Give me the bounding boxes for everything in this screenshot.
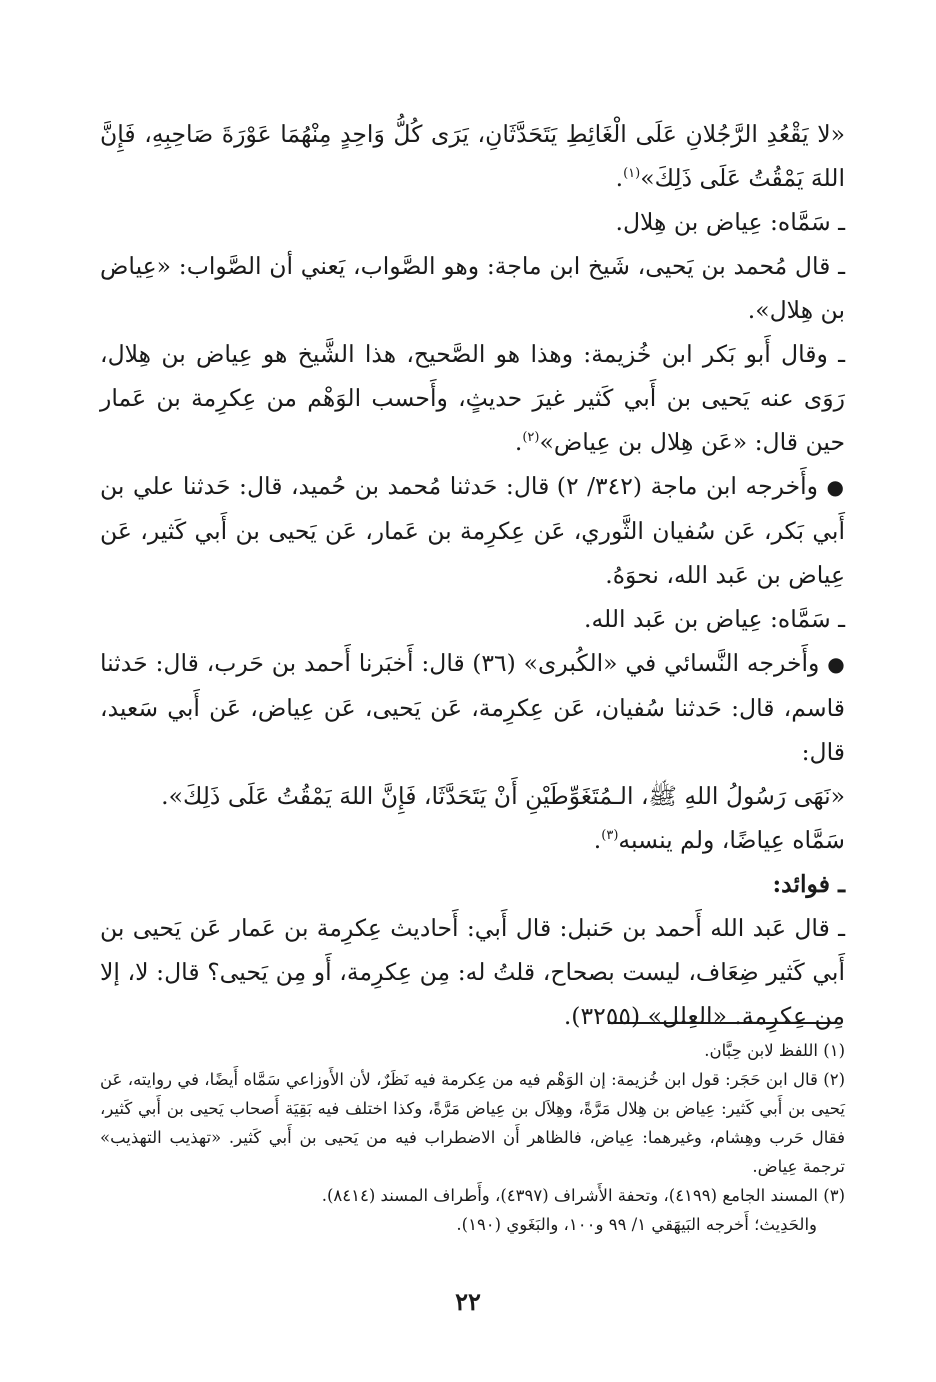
section-heading: ـ فوائد:: [772, 870, 845, 898]
paragraph: [100, 818, 845, 862]
paragraph: [100, 641, 845, 774]
paragraph-text: ـ وقال أَبو بَكر ابن خُزيمة: وهذا هو الصَّحيح، هذا الشَّيخ هو عِياض بن هِلال، رَوَى عنه يَحيى بن أَبي كَثير غيرَ حديثٍ، وأَحسب الوَهْم من عِكرِمة بن عَمار حين قال: «عَن هِلال بن عِياض»: [100, 340, 845, 456]
footnotes: [100, 1036, 845, 1239]
footnote-text: اللفظ لابن حِبَّان.: [704, 1041, 818, 1060]
footnote-text: المسند الجامع (٤١٩٩)، وتحفة الأَشراف (٤٣٩٧)، وأَطراف المسند (٨٤١٤).: [321, 1186, 818, 1205]
footnote: [100, 1210, 845, 1239]
footnote: [100, 1181, 845, 1210]
footnote-number: (٢): [823, 1070, 845, 1089]
page-number: ٢٢: [455, 1287, 481, 1316]
footnote-number: (٣): [823, 1186, 845, 1205]
paragraph: ـ سَمَّاه: عِياض بن عَبد الله.: [583, 605, 845, 633]
body-text: [100, 112, 845, 1038]
paragraph: ـ قال مُحمد بن يَحيى، شَيخ ابن ماجة: وهو الصَّواب، يَعني أن الصَّواب: «عِياض بن هِلال».: [100, 252, 845, 324]
paragraph: ـ سَمَّاه: عِياض بن هِلال.: [615, 208, 845, 236]
bullet-icon: ●: [826, 475, 846, 499]
punctuation: .: [615, 164, 624, 192]
bullet-icon: ●: [827, 652, 845, 676]
footnote-divider: [608, 1022, 836, 1024]
main-text: [100, 112, 845, 1038]
punctuation: .: [514, 428, 523, 456]
punctuation: .: [593, 826, 602, 854]
footnote-text: والحَدِيث؛ أَخرجه البَيهَقي ١/ ٩٩ و١٠٠، والبَغَوي (١٩٠).: [456, 1215, 817, 1234]
paragraph-text: سَمَّاه عِياضًا، ولم ينسبه: [618, 826, 845, 854]
footnote-ref[interactable]: (٣): [601, 828, 619, 844]
hadith-quote: «نَهَى رَسُولُ اللهِ ﷺ، الـمُتَغَوِّطَيْنِ أَنْ يَتَحَدَّثَا، فَإِنَّ اللهَ يَمْقُتُ عَلَى ذَلِكَ».: [161, 782, 845, 810]
paragraph-text: وأَخرجه النَّسائي في «الكُبرى» (٣٦) قال: أَخبَرنا أَحمد بن حَرب، قال: حَدثنا قاسم، قال: حَدثنا سُفيان، عَن عِكرِمة، عَن يَحيى، عَن عِياض، عَن أَبي سَعيد، قال:: [100, 649, 845, 766]
footnote: [100, 1065, 845, 1181]
hadith-quote: [100, 112, 845, 200]
hadith-text: «لا يَقْعُدِ الرَّجُلانِ عَلَى الْغَائِطِ يَتَحَدَّثَانِ، يَرَى كُلُّ وَاحِدٍ مِنْهُمَا عَوْرَةَ صَاحِبِهِ، فَإِنَّ اللهَ يَمْقُتُ عَلَى ذَلِكَ»: [100, 120, 845, 192]
footnote-number: (١): [823, 1041, 845, 1060]
paragraph: [100, 464, 845, 597]
paragraph-text: وأَخرجه ابن ماجة (٣٤٢/ ٢) قال: حَدثنا مُحمد بن حُميد، قال: حَدثنا علي بن أَبي بَكر، عَن سُفيان الثَّوري، عَن عِكرِمة بن عَمار، عَن يَحيى بن أَبي كَثير، عَن عِياض بن عَبد الله، نحوَهُ.: [100, 472, 845, 589]
footnote-ref[interactable]: (٢): [522, 430, 540, 446]
footnote-text: قال ابن حَجَر: قول ابن خُزيمة: إن الوَهْم فيه من عِكرمة فيه نَظَرٌ، لأن الأَوزاعي سَمَّاه أَيضًا، في روايته، عَن يَحيى بن أَبي كَثير: عِياض بن هِلال مَرَّةً، وهِلاَل بن عِياض مَرَّةً، وكذا اختلف فيه بَقِيَة أَصحاب يَحيى بن أَبي كَثير، فقال حَرب وهِشام، وغيرهما: عِياض، فالظاهر أَن الاضطراب فيه من يَحيى بن أَبي كَثير. «تهذيب التهذيب» ترجمة عِياض.: [100, 1070, 845, 1176]
footnote: [100, 1036, 845, 1065]
footnote-ref[interactable]: (١): [623, 166, 641, 182]
paragraph: ـ قال عَبد الله أَحمد بن حَنبل: قال أَبي: أَحاديث عِكرِمة بن عَمار عَن يَحيى بن أَبي كَثير ضِعَاف، ليست بصحاح، قلتُ له: مِن عِكرِمة، أَو مِن يَحيى؟ قال: لا، إلا مِن عِكرِمة. «العِلل» (٣٢٥٥).: [100, 914, 845, 1030]
paragraph: [100, 332, 845, 464]
